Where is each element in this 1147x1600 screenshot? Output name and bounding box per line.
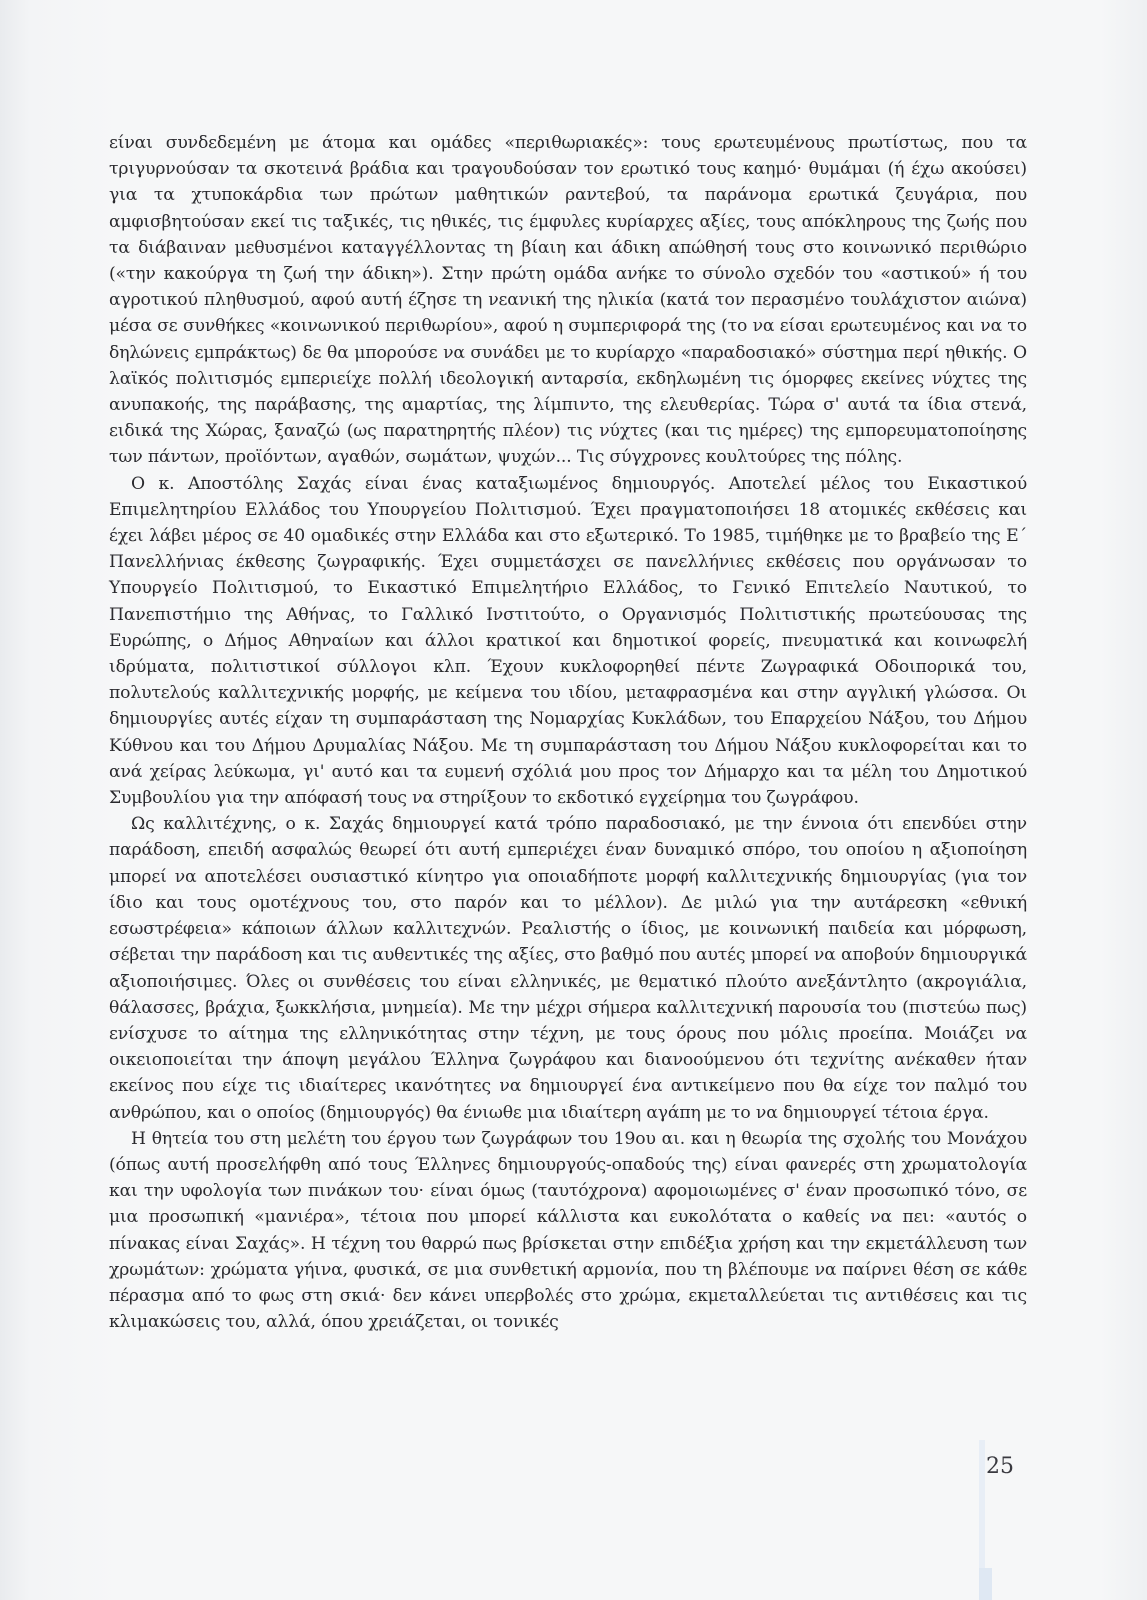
- paragraph-2: Ο κ. Αποστόλης Σαχάς είναι ένας καταξιωμένος δημιουργός. Αποτελεί μέλος του Εικαστικού Επιμελητηρίου Ελλάδος του Υπουργείου Πολιτισμού. Έχει πραγματοποιήσει 18 ατομικές εκθέσεις και έχει λάβει μέρος σε 40 ομαδικές στην Ελλάδα και στο εξωτερικό. Το 1985, τιμήθηκε με το βραβείο της Ε΄ Πανελλήνιας έκθεσης ζωγραφικής. Έχει συμμετάσχει σε πανελλήνιες εκθέσεις που οργάνωσαν το Υπουργείο Πολιτισμού, το Εικαστικό Επιμελητήριο Ελλάδος, το Γενικό Επιτελείο Ναυτικού, το Πανεπιστήμιο της Αθήνας, το Γαλλικό Ινστιτούτο, ο Οργανισμός Πολιτιστικής πρωτεύουσας της Ευρώπης, ο Δήμος Αθηναίων και άλλοι κρατικοί και δημοτικοί φορείς, πνευματικά και κοινωφελή ιδρύματα, πολιτιστικοί σύλλογοι κλπ. Έχουν κυκλοφορηθεί πέντε Ζωγραφικά Οδοιπορικά του, πολυτελούς καλλιτεχνικής μορφής, με κείμενα του ιδίου, μεταφρασμένα και στην αγγλική γλώσσα. Οι δημιουργίες αυτές είχαν τη συμπαράσταση της Νομαρχίας Κυκλάδων, του Επαρχείου Νάξου, του Δήμου Κύθνου και του Δήμου Δρυμαλίας Νάξου. Με τη συμπαράσταση του Δήμου Νάξου κυκλοφορείται και το ανά χείρας λεύκωμα, γι' αυτό και τα ευμενή σχόλιά μου προς τον Δήμαρχο και τα μέλη του Δημοτικού Συμβουλίου για την απόφασή τους να στηρίξουν το εκδοτικό εγχείρημα του ζωγράφου.: [109, 473, 1027, 809]
- page-number-strip: [979, 1568, 992, 1600]
- body-text: [109, 130, 1027, 1335]
- page-margin-strip: [979, 1440, 985, 1570]
- paragraph-3: Ως καλλιτέχνης, ο κ. Σαχάς δημιουργεί κατά τρόπο παραδοσιακό, με την έννοια ότι επενδύει στην παράδοση, επειδή ασφαλώς θεωρεί ότι αυτή εμπεριέχει έναν δυναμικό σπόρο, του οποίου η αξιοποίηση μπορεί να αποτελέσει ουσιαστικό κίνητρο για οποιαδήποτε μορφή καλλιτεχνικής δημιουργίας (για τον ίδιο και τους ομοτέχνους του, στο παρόν και το μέλλον). Δε μιλώ για την αυτάρεσκη «εθνική εσωστρέφεια» κάποιων άλλων καλλιτεχνών. Ρεαλιστής ο ίδιος, με κοινωνική παιδεία και μόρφωση, σέβεται την παράδοση και τις αυθεντικές της αξίες, στο βαθμό που αυτές μπορεί να αποβούν δημιουργικά αξιοποιήσιμες. Όλες οι συνθέσεις του είναι ελληνικές, με θεματικό πλούτο ανεξάντλητο (ακρογιάλια, θάλασσες, βράχια, ξωκκλήσια, μνημεία). Με την μέχρι σήμερα καλλιτεχνική παρουσία του (πιστεύω πως) ενίσχυσε το αίτημα της ελληνικότητας στην τέχνη, με τους όρους που μόλις προείπα. Μοιάζει να οικειοποιείται την άποψη μεγάλου Έλληνα ζωγράφου και διανοούμενου ότι τεχνίτης ανέκαθεν ήταν εκείνος που είχε τις ιδιαίτερες ικανότητες να δημιουργεί ένα αντικείμενο που θα είχε τον παλμό του ανθρώπου, και ο οποίος (δημιουργός) θα ένιωθε μια ιδιαίτερη αγάπη με το να δημιουργεί τέτοια έργα.: [109, 814, 1027, 1123]
- paragraph-4: Η θητεία του στη μελέτη του έργου των ζωγράφων του 19ου αι. και η θεωρία της σχολής του Μονάχου (όπως αυτή προσελήφθη από τους Έλληνες δημιουργούς-οπαδούς της) είναι φανερές στη χρωματολογία και την υφολογία των πινάκων του· είναι όμως (ταυτόχρονα) αφομοιωμένες σ' έναν προσωπικό τόνο, σε μια προσωπική «μανιέρα», τέτοια που μπορεί κάλλιστα και ευκολότατα ο καθείς να πει: «αυτός ο πίνακας είναι Σαχάς». Η τέχνη του θαρρώ πως βρίσκεται στην επιδέξια χρήση και την εκμετάλλευση των χρωμάτων: χρώματα γήινα, φυσικά, σε μια συνθετική αρμονία, που τη βλέπουμε να παίρνει θέση σε κάθε πέρασμα από το φως στη σκιά· δεν κάνει υπερβολές στο χρώμα, εκμεταλλεύεται τις αντιθέσεις και τις κλιμακώσεις του, αλλά, όπου χρειάζεται, οι τονικές: [109, 1128, 1027, 1333]
- page-number: 25: [986, 1454, 1014, 1479]
- paragraph-1: είναι συνδεδεμένη με άτομα και ομάδες «περιθωριακές»: τους ερωτευμένους πρωτίστως, που τα τριγυρνούσαν τα σκοτεινά βράδια και τραγουδούσαν τον ερωτικό τους καημό· θυμάμαι (ή έχω ακούσει) για τα χτυποκάρδια των πρώτων μαθητικών ραντεβού, τα παράνομα ερωτικά ζευγάρια, που αμφισβητούσαν εκεί τις ταξικές, τις ηθικές, τις έμφυλες κυρίαρχες αξίες, τους απόκληρους της ζωής που τα διάβαιναν μεθυσμένοι καταγγέλλοντας τη βίαιη και άδικη απώθησή τους στο κοινωνικό περιθώριο («την κακούργα τη ζωή την άδικη»). Στην πρώτη ομάδα ανήκε το σύνολο σχεδόν του «αστικού» ή του αγροτικού πληθυσμού, αφού αυτή έζησε τη νεανική της ηλικία (κατά τον περασμένο τουλάχιστον αιώνα) μέσα σε συνθήκες «κοινωνικού περιθωρίου», αφού η συμπεριφορά της (το να είσαι ερωτευμένος και να το δηλώνεις εμπράκτως) δε θα μπορούσε να συνάδει με το κυρίαρχο «παραδοσιακό» σύστημα περί ηθικής. Ο λαϊκός πολιτισμός εμπεριείχε πολλή ιδεολογική ανταρσία, εκδηλωμένη τις όμορφες εκείνες νύχτες της ανυπακοής, της παράβασης, της αμαρτίας, της λίμπιντο, της ελευθερίας. Τώρα σ' αυτά τα ίδια στενά, ειδικά της Χώρας, ξαναζώ (ως παρατηρητής πλέον) τις νύχτες (και τις ημέρες) της εμπορευματοποίησης των πάντων, προϊόντων, αγαθών, σωμάτων, ψυχών... Τις σύγχρονες κουλτούρες της πόλης.: [109, 133, 1027, 468]
